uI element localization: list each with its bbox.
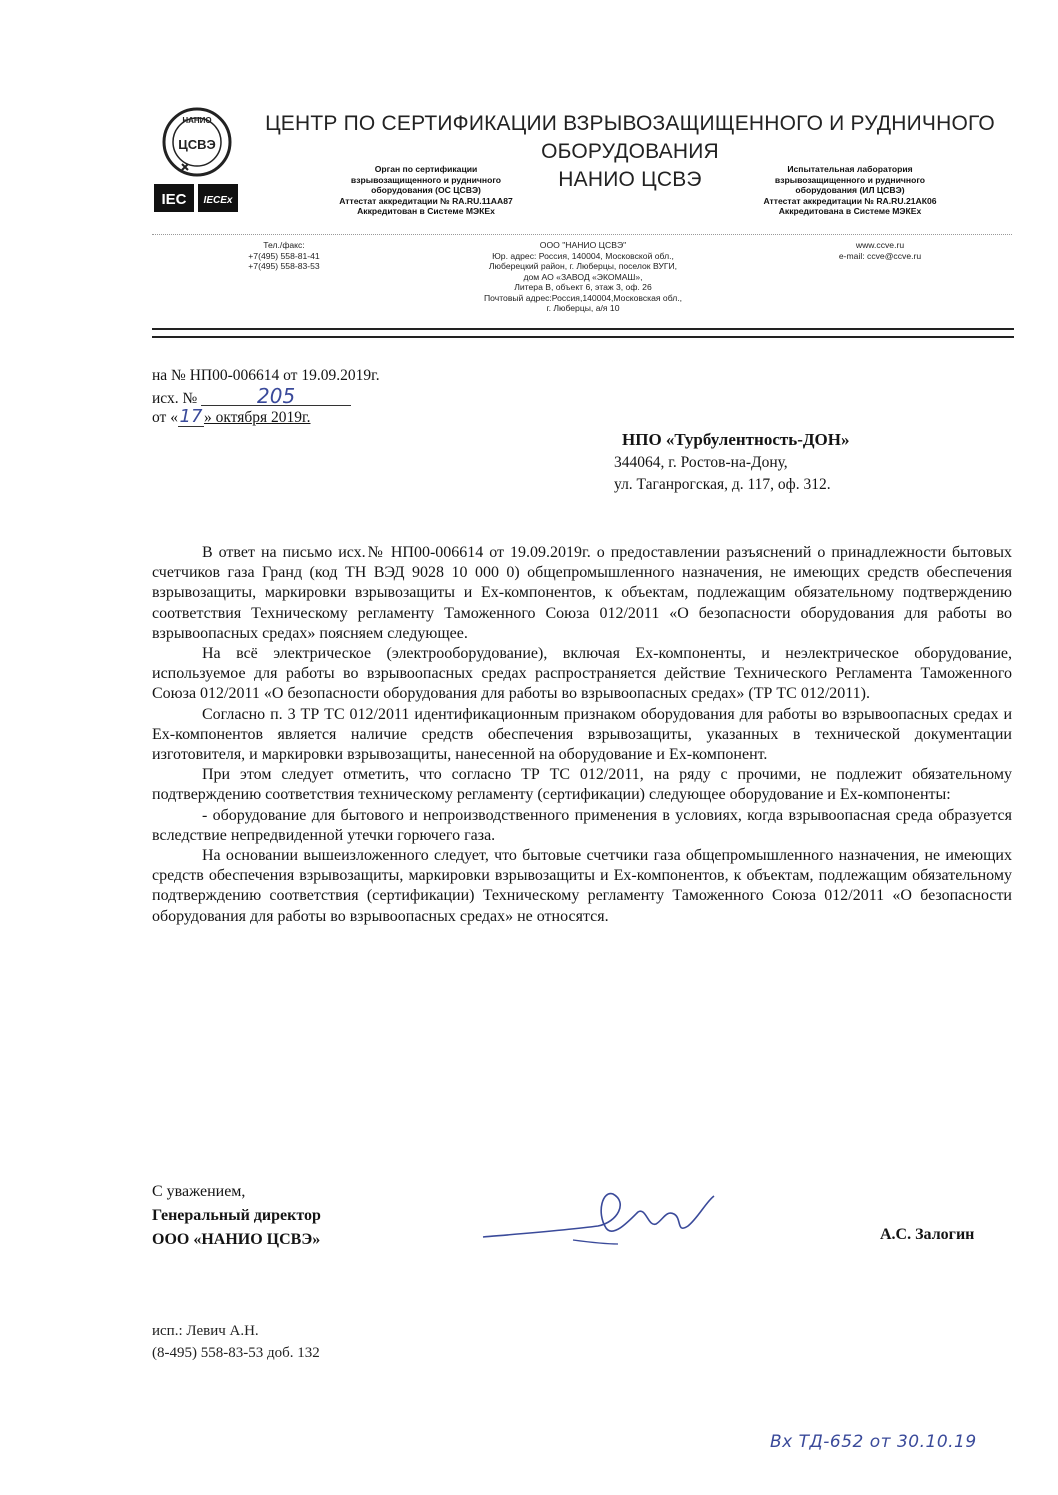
os-line: Аттестат аккредитации № RA.RU.11АА87 [339, 195, 513, 206]
contact-line: +7(495) 558-81-41 [248, 250, 320, 261]
certification-body-block [296, 164, 556, 217]
contact-line: Тел./факс: [263, 240, 305, 250]
phone-contacts [224, 240, 344, 272]
executor-block [152, 1320, 320, 1364]
iecex-logo-text: IECEx [203, 195, 233, 206]
org-title-line2: НАНИО ЦСВЭ [558, 168, 702, 191]
incoming-registration-mark: Вх ТД-652 от 30.10.19 [770, 1432, 977, 1452]
contact-line: Юр. адрес: Россия, 140004, Московской обл., [492, 250, 674, 261]
body-paragraph: На основании вышеизложенного следует, что бытовые счетчики газа общепромышленного назначения, не имеющих средств обеспечения взрывозащиты, маркировки взрывозащиты и Ex-компонентов, к объектам, подлежащим обязательному подтверждению соответствия (сертификации) Техническому регламенту Таможенного Союза 012/2011 «О безопасности оборудования для работы во взрывоопасных средах» не относятся. [152, 847, 1012, 925]
executor-phone: (8-495) 558-83-53 доб. 132 [152, 1345, 320, 1361]
outgoing-prefix: исх. № [152, 390, 198, 407]
iec-logo-text: IEC [161, 191, 187, 208]
signer-name: А.С. Залогин [880, 1226, 975, 1243]
os-line: Аккредитован в Системе МЭКЕх [357, 206, 495, 216]
header-dotted-separator [152, 234, 1012, 235]
outgoing-number: 205 [201, 387, 351, 406]
contact-line: Литера В, объект 6, этаж 3, оф. 26 [514, 282, 652, 292]
company-logo [152, 106, 242, 216]
date-prefix: от « [152, 409, 178, 426]
handwritten-signature [478, 1182, 718, 1262]
body-paragraph: При этом следует отметить, что согласно ТР ТС 012/2011, на ряду с прочими, не подлежит обязательному подтверждению соответствия техническому регламенту (сертификации) следующее оборудование и Ex-компоненты: [152, 766, 1012, 804]
contact-line: Люберецкий район, г. Люберцы, поселок ВУГИ, [488, 261, 678, 271]
contact-line: Почтовый адрес:Россия,140004,Московская обл., [483, 292, 683, 303]
executor-name: исп.: Левич А.Н. [152, 1323, 259, 1339]
addressee-line: 344064, г. Ростов-на-Дону, [614, 454, 788, 471]
body-paragraph: Согласно п. 3 ТР ТС 012/2011 идентификационным признаком оборудования для работы во взрывоопасных средах и Ex-компонентов является наличие средств обеспечения взрывозащиты, указанных в технической документации изготовителя, и маркировки взрывозащиты, нанесенной на оборудование и Ex-компонент. [152, 705, 1012, 764]
signature-block [152, 1180, 321, 1252]
contact-line: +7(495) 558-83-53 [248, 261, 320, 271]
il-line: Испытательная лаборатория [787, 164, 913, 174]
body-paragraph: На всё электрическое (электрооборудование), включая Ex-компоненты, и неэлектрическое оборудование, используемое для работы во взрывоопасных средах распространяется действие Технического Регламента Таможенного Союза 012/2011 «О безопасности оборудования для работы во взрывоопасных средах» (ТР ТС 012/2011). [152, 645, 1012, 703]
addressee-line: ул. Таганрогская, д. 117, оф. 312. [614, 476, 831, 493]
os-line: взрывозащищенного и рудничного [350, 174, 502, 185]
contact-line: дом АО «ЗАВОД «ЭКОМАШ», [523, 271, 643, 282]
seal-center-text: ЦСВЭ [178, 137, 216, 152]
os-line: оборудования (ОС ЦСВЭ) [371, 185, 481, 195]
addressee-org: НПО «Турбулентность-ДОН» [622, 430, 850, 449]
testing-lab-block [700, 164, 1000, 217]
web-contacts [800, 240, 960, 261]
date-day: 17 [179, 406, 203, 427]
regards-text: С уважением, [152, 1183, 246, 1200]
os-line: Орган по сертификации [374, 164, 478, 174]
il-line: Аккредитована в Системе МЭКЕх [778, 206, 922, 216]
website-link[interactable]: www.ccve.ru [855, 240, 905, 250]
contact-line: г. Люберцы, а/я 10 [546, 303, 620, 313]
seal-top-text: НАНИО [182, 116, 212, 125]
signer-position: Генеральный директор [152, 1207, 321, 1224]
org-title-line1: ЦЕНТР ПО СЕРТИФИКАЦИИ ВЗРЫВОЗАЩИЩЕННОГО И РУДНИЧНОГО ОБОРУДОВАНИЯ [265, 112, 995, 163]
letter-body [152, 543, 1012, 927]
body-paragraph: - оборудование для бытового и непроизводственного применения в условиях, когда взрывоопасная среда образуется вследствие непредвиденной утечки горючего газа. [152, 806, 1012, 844]
il-line: оборудования (ИЛ ЦСВЭ) [795, 185, 905, 195]
il-line: взрывозащищенного и рудничного [774, 174, 926, 185]
address-contacts [448, 240, 718, 314]
body-paragraph: В ответ на письмо исх.№ НП00-006614 от 19.09.2019г. о предоставлении разъяснений о принадлежности бытовых счетчиков газа Гранд (код ТН ВЭД 9028 10 000 0) общепромышленного назначения, не имеющих средств обеспечения взрывозащиты, маркировки взрывозащиты и Ex-компонентов, к объектам, подлежащим обязательному подтверждению соответствия Техническому регламенту Таможенного Союза 012/2011 «О безопасности оборудования для работы во взрывоопасных средах» поясняем следующее. [152, 544, 1012, 642]
reference-incoming: на № НП00-006614 от 19.09.2019г. [152, 367, 380, 384]
addressee [614, 428, 1012, 496]
date-rest: » октября 2019г. [203, 409, 311, 426]
header-double-rule [152, 328, 1014, 338]
il-line: Аттестат аккредитации № RA.RU.21АК06 [763, 195, 937, 206]
contact-line: ООО "НАНИО ЦСВЭ" [539, 240, 627, 250]
signer-company: ООО «НАНИО ЦСВЭ» [152, 1231, 321, 1248]
reference-date [152, 408, 310, 428]
email-link[interactable]: e-mail: ccve@ccve.ru [838, 250, 922, 261]
